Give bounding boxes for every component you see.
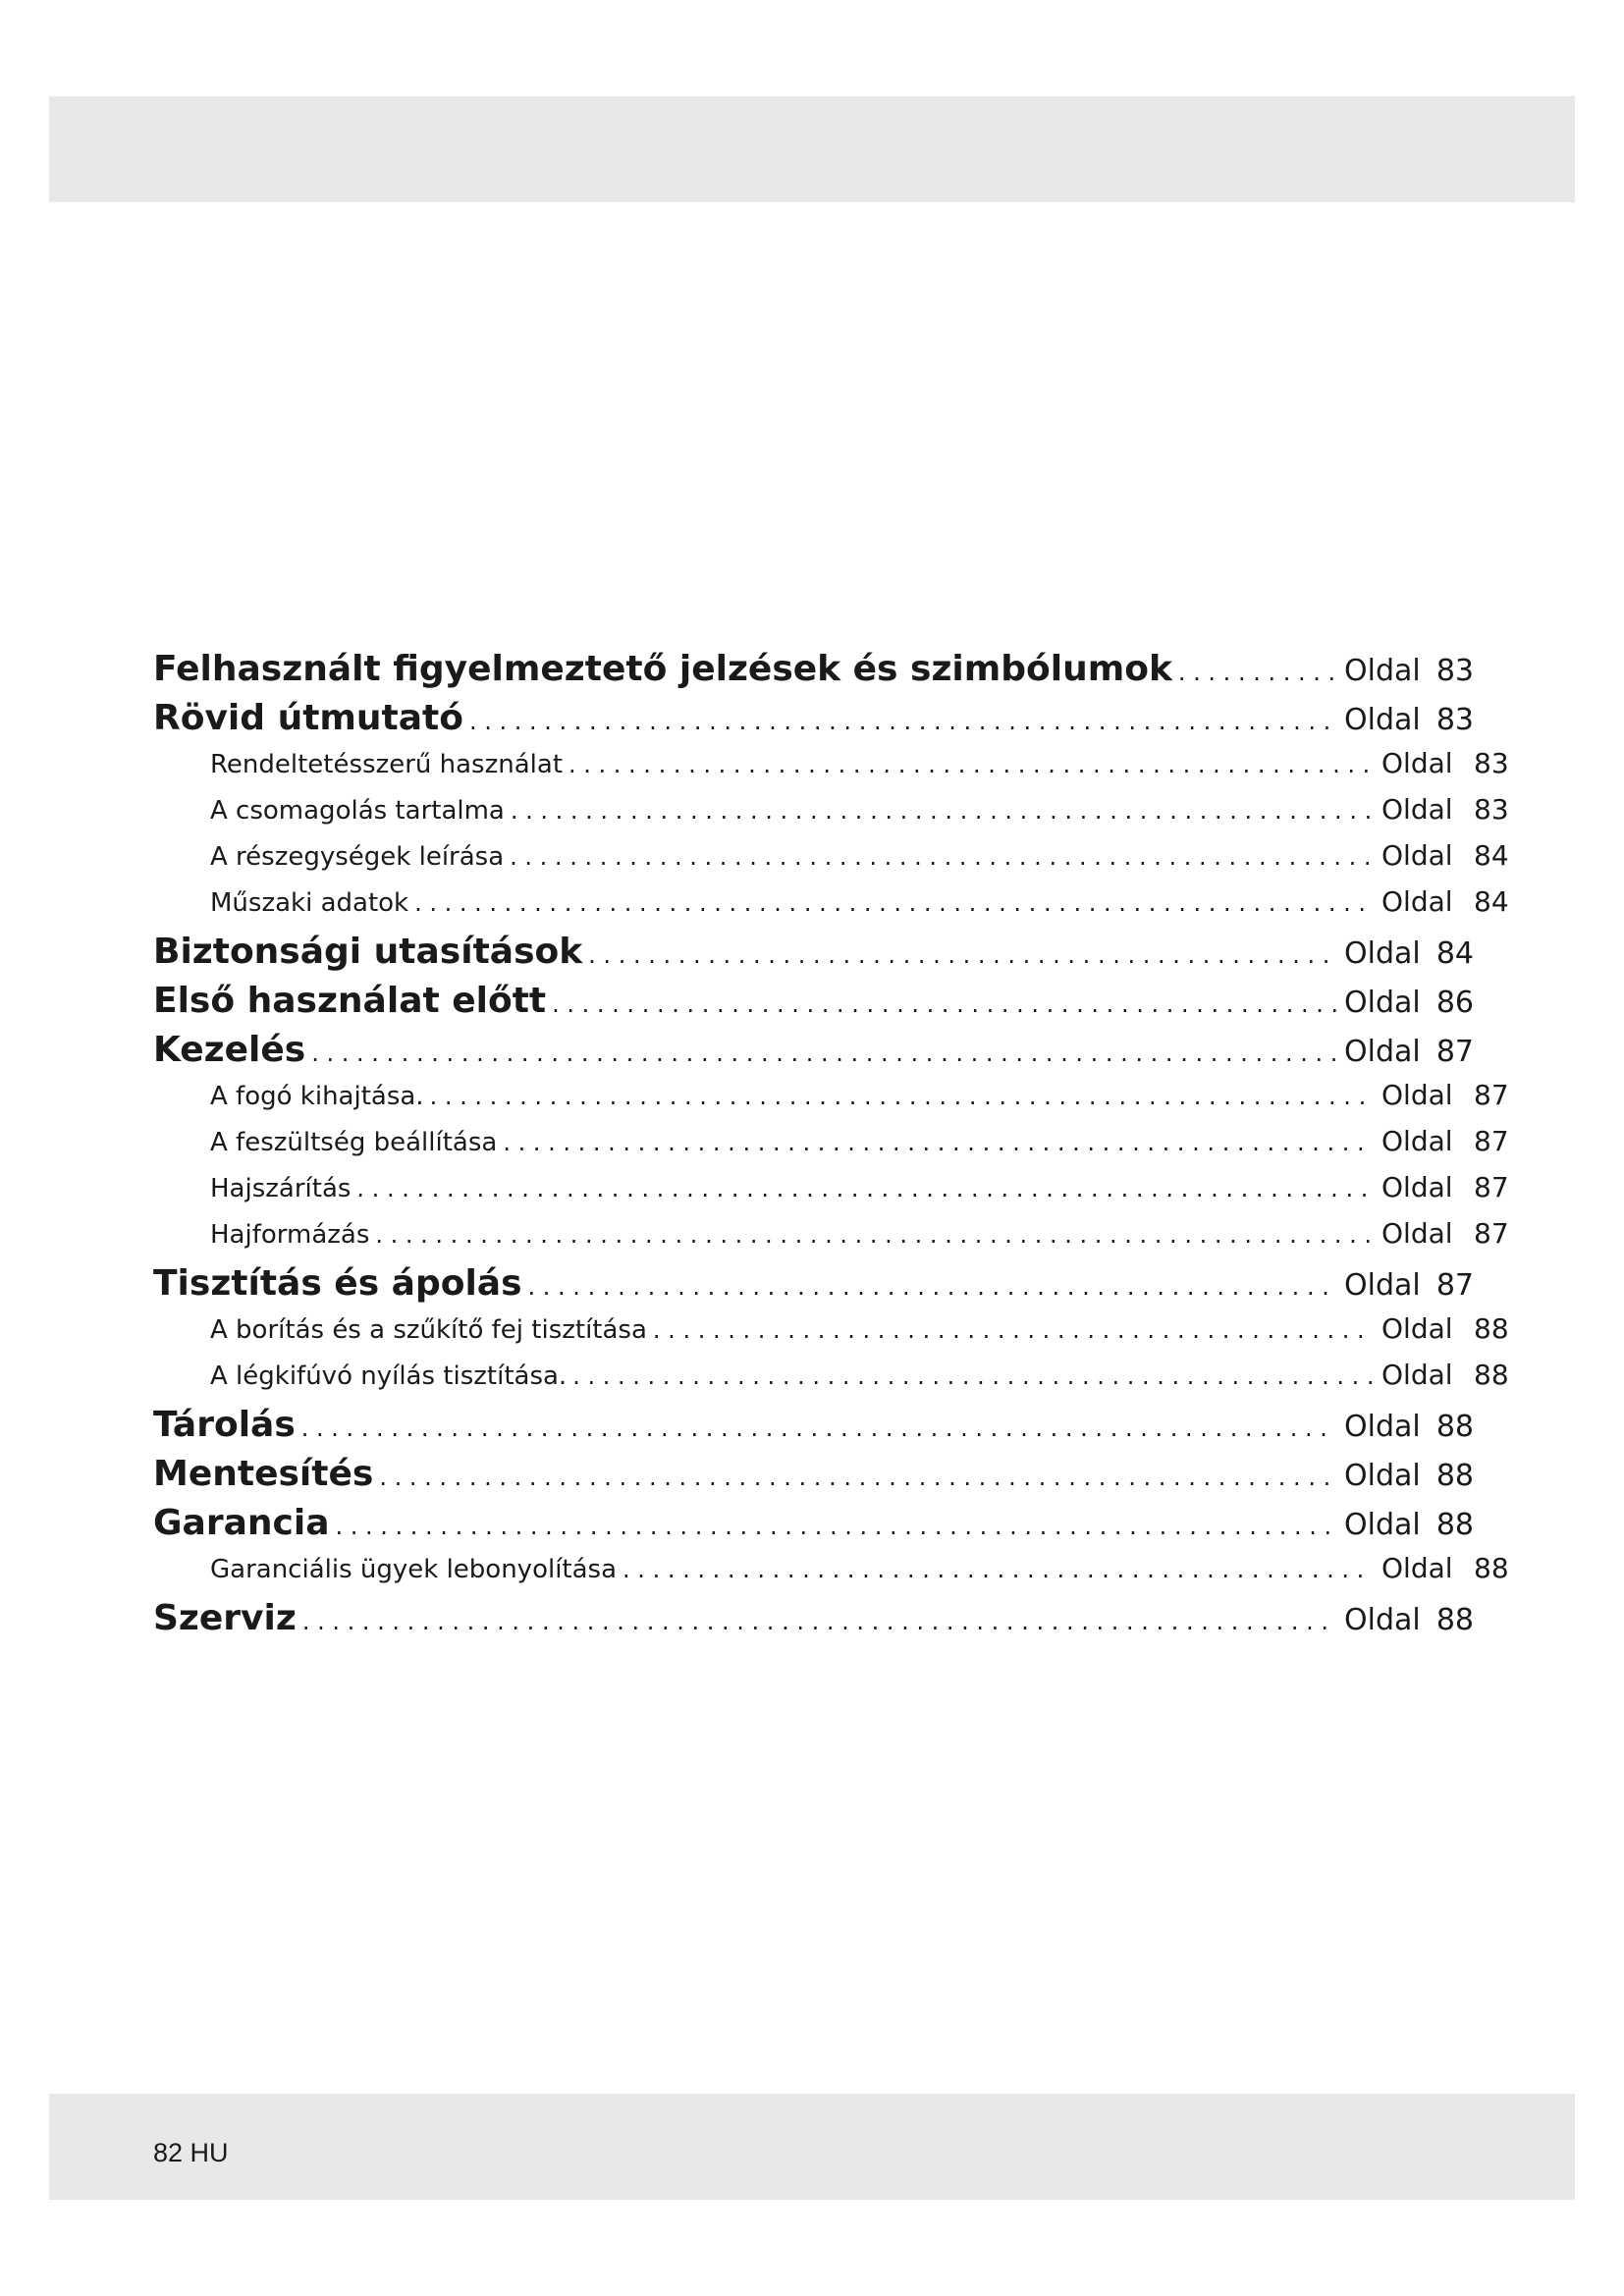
toc-entry[interactable]: [153, 981, 1474, 1030]
toc-page-number: 87: [1474, 1171, 1509, 1203]
toc-page-number: 87: [1474, 1125, 1509, 1157]
toc-page-number: 83: [1474, 793, 1509, 826]
toc-page-number: 84: [1474, 839, 1509, 872]
toc-page-number: 88: [1474, 1552, 1509, 1584]
toc-entry-title: Garanciális ügyek lebonyolítása: [210, 1555, 618, 1584]
toc-page-number: 88: [1435, 1508, 1474, 1542]
toc-leader-dots: [503, 1129, 1374, 1156]
toc-page-label: Oldal: [1381, 1217, 1453, 1250]
toc-page-number: 88: [1474, 1359, 1509, 1391]
toc-page-number: 84: [1435, 936, 1474, 971]
toc-page-number: 83: [1474, 747, 1509, 779]
toc-entry[interactable]: [153, 1503, 1474, 1552]
toc-entry-title: Rendeltetésszerű használat: [210, 750, 564, 779]
toc-page-number: 88: [1435, 1410, 1474, 1444]
toc-entry-title: A feszültség beállítása: [210, 1128, 498, 1157]
toc-entry-title: Műszaki adatok: [210, 888, 409, 918]
toc-leader-dots: [552, 990, 1336, 1018]
toc-entry[interactable]: [153, 698, 1474, 747]
toc-page-number: 88: [1474, 1312, 1509, 1345]
toc-subentry[interactable]: [153, 1171, 1513, 1217]
toc-page-label: Oldal: [1381, 747, 1453, 779]
toc-subentry[interactable]: [153, 1312, 1513, 1359]
toc-page-number: 84: [1474, 885, 1509, 918]
toc-entry-title: Mentesítés: [153, 1454, 374, 1494]
toc-page-label: Oldal: [1344, 1603, 1421, 1637]
toc-page-label: Oldal: [1344, 1035, 1421, 1069]
toc-page-label: Oldal: [1381, 885, 1453, 918]
toc-subentry[interactable]: [153, 839, 1513, 885]
toc-entry[interactable]: [153, 932, 1474, 981]
toc-entry-title: A részegységek leírása: [210, 842, 505, 872]
toc-subentry[interactable]: [153, 1079, 1513, 1125]
toc-entry-title: Szerviz: [153, 1598, 297, 1638]
toc-page-label: Oldal: [1344, 654, 1421, 688]
toc-page-label: Oldal: [1381, 1359, 1453, 1391]
toc-entry-title: A légkifúvó nyílás tisztítása.: [210, 1362, 568, 1391]
toc-leader-dots: [1178, 659, 1336, 686]
toc-entry-title: A borítás és a szűkítő fej tisztítása: [210, 1315, 647, 1345]
toc-entry-title: Tárolás: [153, 1405, 296, 1445]
toc-entry[interactable]: [153, 1454, 1474, 1503]
toc-page-label: Oldal: [1344, 936, 1421, 971]
toc-page-number: 87: [1474, 1079, 1509, 1111]
toc-leader-dots: [414, 889, 1374, 917]
toc-page-number: 86: [1435, 986, 1474, 1020]
toc-entry[interactable]: [153, 1405, 1474, 1454]
toc-entry[interactable]: [153, 1263, 1474, 1312]
toc-page-label: Oldal: [1344, 986, 1421, 1020]
toc-leader-dots: [336, 1513, 1337, 1540]
toc-entry[interactable]: [153, 649, 1474, 698]
toc-leader-dots: [375, 1221, 1374, 1249]
toc-entry-title: Első használat előtt: [153, 981, 547, 1021]
toc-subentry[interactable]: [153, 793, 1513, 839]
toc-page-number: 87: [1435, 1035, 1474, 1069]
table-of-contents: [153, 649, 1509, 1647]
toc-page-number: 88: [1435, 1459, 1474, 1493]
toc-leader-dots: [511, 797, 1374, 825]
toc-entry-title: Hajszárítás: [210, 1174, 352, 1203]
toc-page-label: Oldal: [1344, 1410, 1421, 1444]
toc-leader-dots: [356, 1175, 1374, 1202]
toc-entry-title: Hajformázás: [210, 1220, 370, 1250]
toc-leader-dots: [430, 1083, 1374, 1110]
toc-page-number: 87: [1435, 1268, 1474, 1303]
toc-leader-dots: [379, 1464, 1336, 1491]
toc-page-number: 83: [1435, 703, 1474, 737]
toc-page-label: Oldal: [1344, 1508, 1421, 1542]
toc-leader-dots: [301, 1415, 1336, 1442]
toc-subentry[interactable]: [153, 885, 1513, 932]
toc-page-label: Oldal: [1344, 1459, 1421, 1493]
toc-entry-title: Kezelés: [153, 1030, 306, 1070]
toc-page-label: Oldal: [1381, 1552, 1453, 1584]
toc-page-label: Oldal: [1344, 703, 1421, 737]
toc-page-number: 88: [1435, 1603, 1474, 1637]
toc-subentry[interactable]: [153, 1125, 1513, 1171]
toc-page-label: Oldal: [1381, 793, 1453, 826]
toc-page-number: 83: [1435, 654, 1474, 688]
toc-entry-title: Felhasznált figyelmeztető jelzések és szimbólumok: [153, 649, 1172, 689]
toc-entry-title: Biztonsági utasítások: [153, 932, 583, 972]
toc-leader-dots: [510, 843, 1374, 871]
toc-page-number: 87: [1474, 1217, 1509, 1250]
toc-page-label: Oldal: [1381, 1171, 1453, 1203]
footer-band: [49, 2094, 1575, 2200]
toc-page-label: Oldal: [1381, 1125, 1453, 1157]
toc-leader-dots: [568, 751, 1374, 778]
toc-entry-title: Garancia: [153, 1503, 330, 1543]
toc-entry-title: A fogó kihajtása.: [210, 1082, 424, 1111]
toc-entry-title: Tisztítás és ápolás: [153, 1263, 522, 1304]
toc-leader-dots: [588, 941, 1336, 969]
toc-entry[interactable]: [153, 1030, 1474, 1079]
toc-entry-title: A csomagolás tartalma: [210, 796, 505, 826]
toc-page-label: Oldal: [1381, 1312, 1453, 1345]
toc-entry-title: Rövid útmutató: [153, 698, 463, 738]
toc-subentry[interactable]: [153, 1359, 1513, 1405]
toc-leader-dots: [572, 1362, 1374, 1390]
toc-page-label: Oldal: [1381, 839, 1453, 872]
toc-entry[interactable]: [153, 1598, 1474, 1647]
toc-leader-dots: [528, 1273, 1336, 1301]
toc-leader-dots: [302, 1608, 1336, 1635]
toc-subentry[interactable]: [153, 747, 1513, 793]
toc-leader-dots: [653, 1316, 1374, 1344]
toc-subentry[interactable]: [153, 1217, 1513, 1263]
page-number-footer: 82 HU: [153, 2138, 229, 2167]
toc-subentry[interactable]: [153, 1552, 1513, 1598]
toc-page-label: Oldal: [1344, 1268, 1421, 1303]
toc-leader-dots: [311, 1040, 1336, 1067]
toc-page-label: Oldal: [1381, 1079, 1453, 1111]
header-band: [49, 96, 1575, 202]
toc-leader-dots: [469, 708, 1336, 735]
toc-leader-dots: [623, 1556, 1374, 1583]
